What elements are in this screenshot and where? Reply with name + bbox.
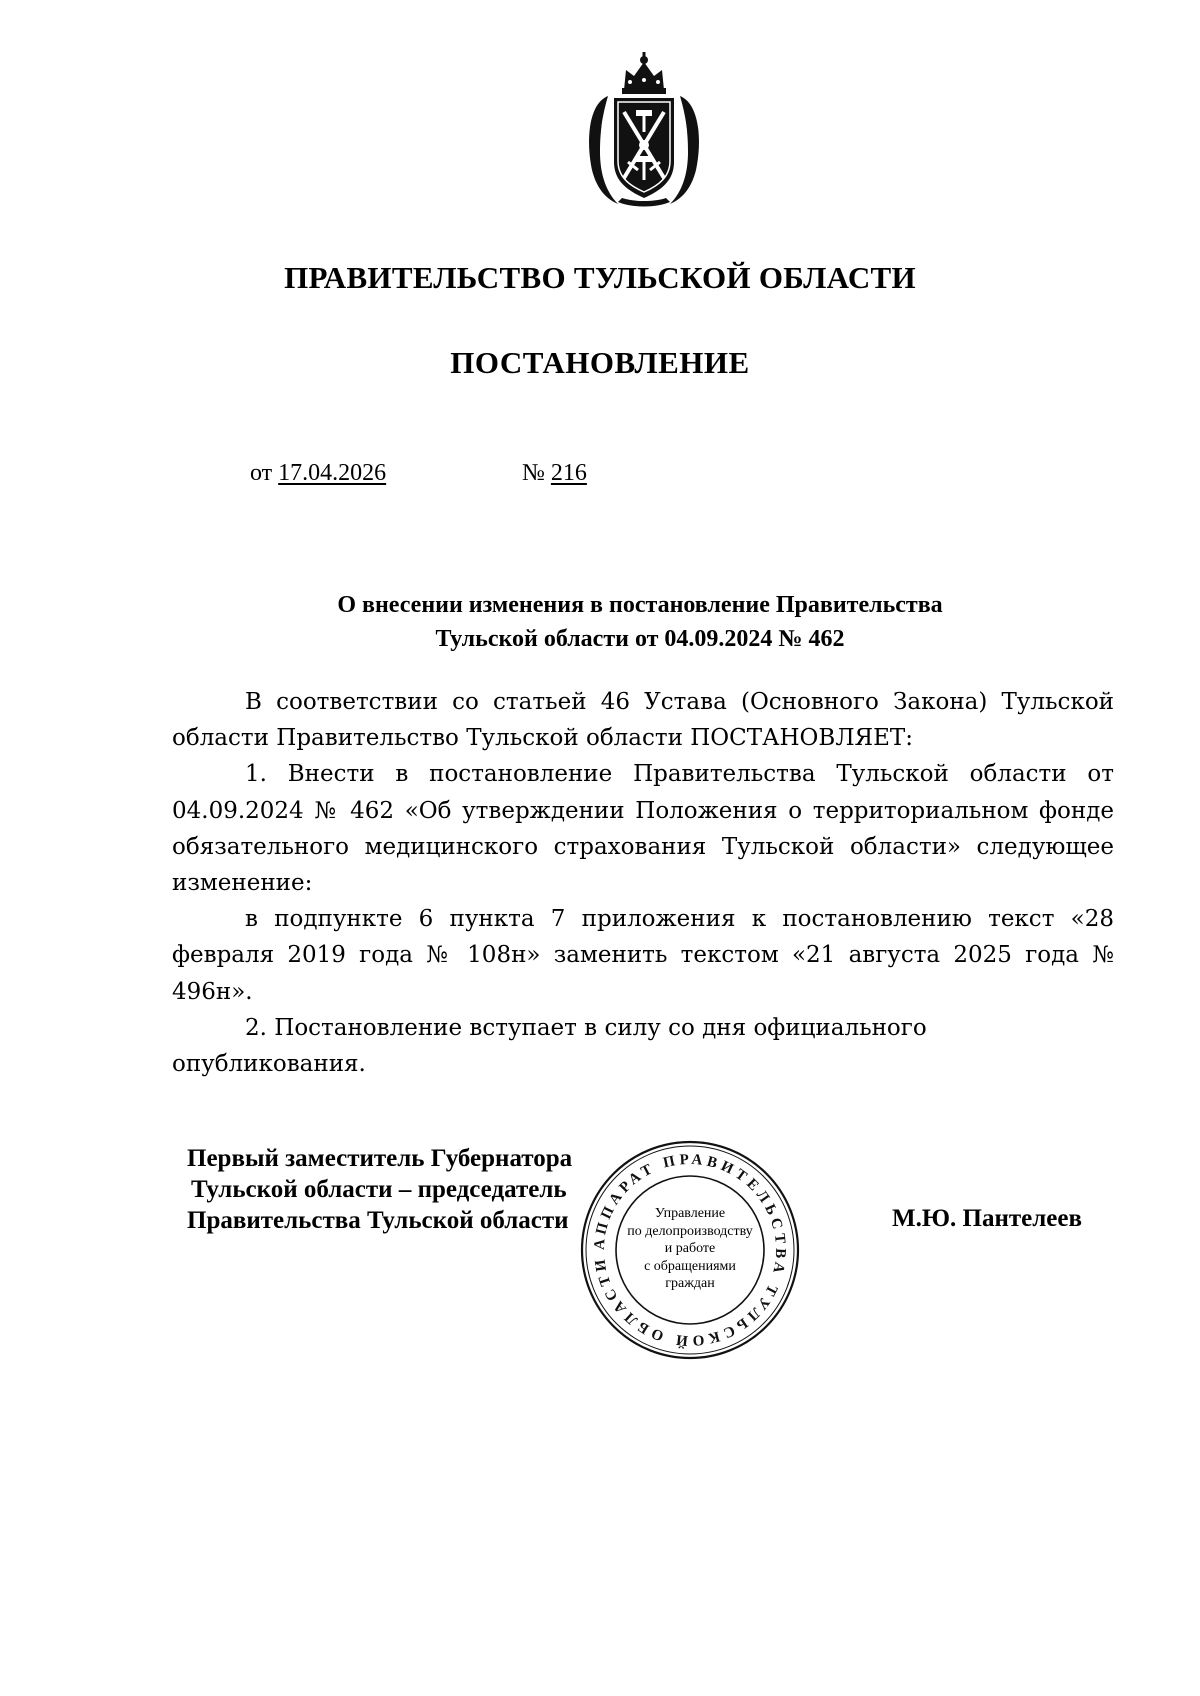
document-type-heading: ПОСТАНОВЛЕНИЕ [450, 345, 750, 380]
signatory-position-line: Правительства Тульской области [187, 1207, 569, 1234]
document-date [250, 460, 386, 487]
body-paragraph: 2. Постановление вступает в силу со дня официального опубликования. [172, 1014, 927, 1078]
seal-line: граждан [665, 1276, 715, 1291]
signatory-name: М.Ю. Пантелеев [892, 1205, 1082, 1232]
date-prefix: от [250, 460, 273, 486]
signatory-position [187, 1143, 572, 1236]
seal-center-text [601, 1205, 779, 1293]
date-value: 17.04.2026 [278, 460, 387, 486]
organization-title: ПРАВИТЕЛЬСТВО ТУЛЬСКОЙ ОБЛАСТИ [284, 260, 916, 295]
number-prefix: № [522, 460, 545, 486]
subject-line: О внесении изменения в постановление Правительства [337, 592, 943, 618]
body-paragraph: 1. Внести в постановление Правительства Тульской области от 04.09.2024 № 462 «Об утверждении Положения о территориальном фонде обязательного медицинского страхования Тульской области» следующее изменение: [172, 761, 1114, 897]
document-body [172, 684, 1114, 1082]
seal-ring-text: АППАРАТ ПРАВИТЕЛЬСТВА ТУЛЬСКОЙ ОБЛАСТИ [591, 1151, 789, 1349]
signatory-position-line: Первый заместитель Губернатора [187, 1145, 573, 1172]
body-paragraph: В соответствии со статьей 46 Устава (Основного Закона) Тульской области Правительство Тульской области ПОСТАНОВЛЯЕТ: [172, 689, 1114, 752]
document-subject [160, 588, 1120, 656]
seal-line: Управление [654, 1206, 726, 1221]
signatory-position-line: Тульской области – председатель [191, 1176, 567, 1203]
coat-of-arms-icon [578, 52, 710, 210]
number-value: 216 [550, 460, 587, 486]
subject-line: Тульской области от 04.09.2024 № 462 [435, 626, 845, 652]
seal-line: и работе [664, 1241, 716, 1256]
seal-line: с обращениями [644, 1258, 736, 1274]
seal-line: по делопроизводству [627, 1223, 753, 1239]
document-number [522, 460, 587, 487]
body-paragraph: в подпункте 6 пункта 7 приложения к постановлению текст «28 февраля 2019 года № 108н» заменить текстом «21 августа 2025 года № 496н». [172, 906, 1114, 1005]
